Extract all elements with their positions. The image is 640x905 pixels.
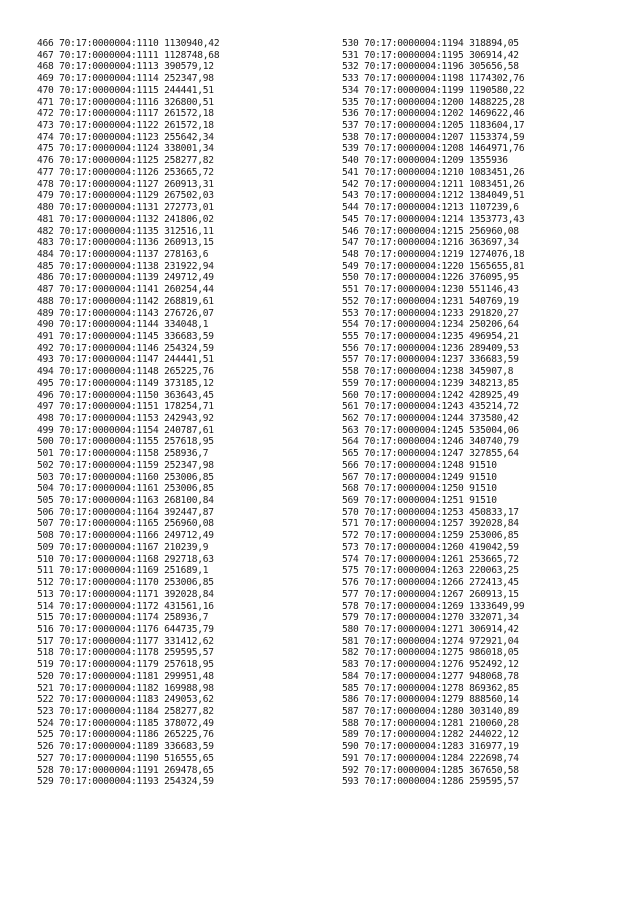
list-item: 493 70:17:0000004:1147 244441,51 <box>37 354 214 366</box>
list-item: 501 70:17:0000004:1158 258936,7 <box>37 448 209 460</box>
list-item: 545 70:17:0000004:1214 1353773,43 <box>342 213 525 225</box>
list-item: 466 70:17:0000004:1110 1130940,42 <box>37 38 220 49</box>
list-item: 534 70:17:0000004:1199 1190580,22 <box>342 84 525 96</box>
list-item: 537 70:17:0000004:1205 1183604,17 <box>342 120 525 132</box>
list-item: 505 70:17:0000004:1163 268100,84 <box>37 495 214 507</box>
list-item: 567 70:17:0000004:1249 91510 <box>342 471 497 483</box>
list-item: 541 70:17:0000004:1210 1083451,26 <box>342 166 525 178</box>
list-item: 490 70:17:0000004:1144 334048,1 <box>37 319 209 331</box>
list-item: 556 70:17:0000004:1236 289409,53 <box>342 342 519 354</box>
list-item: 579 70:17:0000004:1270 332071,34 <box>342 612 519 624</box>
list-item: 547 70:17:0000004:1216 363697,34 <box>342 237 519 249</box>
right-column <box>342 38 524 788</box>
list-item: 551 70:17:0000004:1230 551146,43 <box>342 284 519 296</box>
list-item: 580 70:17:0000004:1271 306914,42 <box>342 623 519 635</box>
list-item: 474 70:17:0000004:1123 255642,34 <box>37 131 214 143</box>
list-item: 489 70:17:0000004:1143 276726,07 <box>37 307 214 319</box>
list-item: 520 70:17:0000004:1181 299951,48 <box>37 670 214 682</box>
list-item: 477 70:17:0000004:1126 253665,72 <box>37 166 214 178</box>
list-item: 536 70:17:0000004:1202 1469622,46 <box>342 108 525 120</box>
list-item: 533 70:17:0000004:1198 1174302,76 <box>342 73 525 85</box>
list-item: 495 70:17:0000004:1149 373185,12 <box>37 377 214 389</box>
list-item: 487 70:17:0000004:1141 260254,44 <box>37 284 214 296</box>
list-item: 484 70:17:0000004:1137 278163,6 <box>37 248 209 260</box>
list-item: 539 70:17:0000004:1208 1464971,76 <box>342 143 525 155</box>
list-item: 574 70:17:0000004:1261 253665,72 <box>342 553 519 565</box>
list-item: 589 70:17:0000004:1282 244022,12 <box>342 729 519 741</box>
list-item: 519 70:17:0000004:1179 257618,95 <box>37 659 214 671</box>
list-item: 510 70:17:0000004:1168 292718,63 <box>37 553 214 565</box>
list-item: 582 70:17:0000004:1275 986018,05 <box>342 647 519 659</box>
list-item: 492 70:17:0000004:1146 254324,59 <box>37 342 214 354</box>
list-item: 555 70:17:0000004:1235 496954,21 <box>342 330 519 342</box>
list-item: 569 70:17:0000004:1251 91510 <box>342 495 497 507</box>
list-item: 496 70:17:0000004:1150 363643,45 <box>37 389 214 401</box>
list-item: 479 70:17:0000004:1129 267502,03 <box>37 190 214 202</box>
list-item: 526 70:17:0000004:1189 336683,59 <box>37 741 214 753</box>
list-item: 498 70:17:0000004:1153 242943,92 <box>37 413 214 424</box>
list-item: 512 70:17:0000004:1170 253006,85 <box>37 577 214 589</box>
list-item: 469 70:17:0000004:1114 252347,98 <box>37 73 214 85</box>
list-item: 546 70:17:0000004:1215 256960,08 <box>342 225 519 237</box>
list-item: 482 70:17:0000004:1135 312516,11 <box>37 225 214 237</box>
list-item: 587 70:17:0000004:1280 303140,89 <box>342 705 519 717</box>
list-item: 473 70:17:0000004:1122 261572,18 <box>37 120 214 132</box>
list-item: 562 70:17:0000004:1244 373580,42 <box>342 413 519 424</box>
list-item: 525 70:17:0000004:1186 265225,76 <box>37 729 214 741</box>
list-item: 566 70:17:0000004:1248 91510 <box>342 459 497 471</box>
list-item: 467 70:17:0000004:1111 1128748,68 <box>37 49 220 61</box>
list-item: 544 70:17:0000004:1213 1107239,6 <box>342 202 519 214</box>
list-item: 517 70:17:0000004:1177 331412,62 <box>37 635 214 647</box>
list-item: 504 70:17:0000004:1161 253006,85 <box>37 483 214 495</box>
list-item: 586 70:17:0000004:1279 888560,14 <box>342 694 519 706</box>
list-item: 491 70:17:0000004:1145 336683,59 <box>37 330 214 342</box>
list-item: 578 70:17:0000004:1269 1333649,99 <box>342 600 525 612</box>
list-item: 591 70:17:0000004:1284 222698,74 <box>342 752 519 764</box>
list-item: 538 70:17:0000004:1207 1153374,59 <box>342 131 525 143</box>
list-item: 553 70:17:0000004:1233 291820,27 <box>342 307 519 319</box>
list-item: 532 70:17:0000004:1196 305656,58 <box>342 61 519 73</box>
list-item: 503 70:17:0000004:1160 253006,85 <box>37 471 214 483</box>
list-item: 550 70:17:0000004:1226 376095,95 <box>342 272 519 284</box>
list-item: 528 70:17:0000004:1191 269478,65 <box>37 764 214 776</box>
list-item: 523 70:17:0000004:1184 258277,82 <box>37 705 214 717</box>
list-item: 570 70:17:0000004:1253 450833,17 <box>342 506 519 518</box>
list-item: 535 70:17:0000004:1200 1488225,28 <box>342 96 525 108</box>
list-item: 521 70:17:0000004:1182 169988,98 <box>37 682 214 694</box>
list-item: 502 70:17:0000004:1159 252347,98 <box>37 459 214 471</box>
list-item: 468 70:17:0000004:1113 390579,12 <box>37 61 214 73</box>
list-item: 563 70:17:0000004:1245 535004,06 <box>342 424 519 436</box>
list-item: 483 70:17:0000004:1136 260913,15 <box>37 237 214 249</box>
list-item: 560 70:17:0000004:1242 428925,49 <box>342 389 519 401</box>
list-item: 506 70:17:0000004:1164 392447,87 <box>37 506 214 518</box>
list-item: 481 70:17:0000004:1132 241806,02 <box>37 213 214 225</box>
list-item: 472 70:17:0000004:1117 261572,18 <box>37 108 214 120</box>
list-item: 565 70:17:0000004:1247 327855,64 <box>342 448 519 460</box>
list-item: 554 70:17:0000004:1234 250206,64 <box>342 319 519 331</box>
list-item: 588 70:17:0000004:1281 210060,28 <box>342 717 519 729</box>
list-item: 571 70:17:0000004:1257 392028,84 <box>342 518 519 530</box>
list-item: 524 70:17:0000004:1185 378072,49 <box>37 717 214 729</box>
list-item: 529 70:17:0000004:1193 254324,59 <box>37 776 214 788</box>
list-item: 585 70:17:0000004:1278 869362,85 <box>342 682 519 694</box>
list-item: 497 70:17:0000004:1151 178254,71 <box>37 401 214 413</box>
list-item: 561 70:17:0000004:1243 435214,72 <box>342 401 519 413</box>
list-item: 557 70:17:0000004:1237 336683,59 <box>342 354 519 366</box>
list-item: 480 70:17:0000004:1131 272773,01 <box>37 202 214 214</box>
list-item: 494 70:17:0000004:1148 265225,76 <box>37 366 214 378</box>
list-item: 543 70:17:0000004:1212 1384049,51 <box>342 190 525 202</box>
list-item: 542 70:17:0000004:1211 1083451,26 <box>342 178 525 190</box>
list-item: 527 70:17:0000004:1190 516555,65 <box>37 752 214 764</box>
list-item: 500 70:17:0000004:1155 257618,95 <box>37 436 214 448</box>
list-item: 564 70:17:0000004:1246 340740,79 <box>342 436 519 448</box>
list-item: 583 70:17:0000004:1276 952492,12 <box>342 659 519 671</box>
list-item: 540 70:17:0000004:1209 1355936 <box>342 155 508 167</box>
list-item: 593 70:17:0000004:1286 259595,57 <box>342 776 519 788</box>
list-item: 471 70:17:0000004:1116 326800,51 <box>37 96 214 108</box>
list-item: 475 70:17:0000004:1124 338001,34 <box>37 143 214 155</box>
list-item: 559 70:17:0000004:1239 348213,85 <box>342 377 519 389</box>
list-item: 486 70:17:0000004:1139 249712,49 <box>37 272 214 284</box>
list-item: 572 70:17:0000004:1259 253006,85 <box>342 530 519 542</box>
list-item: 575 70:17:0000004:1263 220063,25 <box>342 565 519 577</box>
list-item: 514 70:17:0000004:1172 431561,16 <box>37 600 214 612</box>
list-item: 508 70:17:0000004:1166 249712,49 <box>37 530 214 542</box>
list-item: 485 70:17:0000004:1138 231922,94 <box>37 260 214 272</box>
list-item: 549 70:17:0000004:1220 1565655,81 <box>342 260 525 272</box>
list-item: 476 70:17:0000004:1125 258277,82 <box>37 155 214 167</box>
list-item: 499 70:17:0000004:1154 240787,61 <box>37 424 214 436</box>
list-item: 507 70:17:0000004:1165 256960,08 <box>37 518 214 530</box>
left-column <box>37 38 219 788</box>
list-item: 577 70:17:0000004:1267 260913,15 <box>342 588 519 600</box>
list-item: 530 70:17:0000004:1194 318894,05 <box>342 38 519 49</box>
list-item: 522 70:17:0000004:1183 249053,62 <box>37 694 214 706</box>
list-item: 531 70:17:0000004:1195 306914,42 <box>342 49 519 61</box>
list-item: 509 70:17:0000004:1167 210239,9 <box>37 541 209 553</box>
list-item: 573 70:17:0000004:1260 419042,59 <box>342 541 519 553</box>
list-item: 470 70:17:0000004:1115 244441,51 <box>37 84 214 96</box>
list-item: 548 70:17:0000004:1219 1274076,18 <box>342 248 525 260</box>
list-item: 558 70:17:0000004:1238 345907,8 <box>342 366 514 378</box>
list-item: 584 70:17:0000004:1277 948068,78 <box>342 670 519 682</box>
list-item: 581 70:17:0000004:1274 972921,04 <box>342 635 519 647</box>
list-item: 568 70:17:0000004:1250 91510 <box>342 483 497 495</box>
list-item: 478 70:17:0000004:1127 260913,31 <box>37 178 214 190</box>
list-item: 511 70:17:0000004:1169 251689,1 <box>37 565 209 577</box>
list-item: 576 70:17:0000004:1266 272413,45 <box>342 577 519 589</box>
list-item: 552 70:17:0000004:1231 540769,19 <box>342 295 519 307</box>
list-item: 516 70:17:0000004:1176 644735,79 <box>37 623 214 635</box>
list-item: 513 70:17:0000004:1171 392028,84 <box>37 588 214 600</box>
list-item: 518 70:17:0000004:1178 259595,57 <box>37 647 214 659</box>
list-item: 592 70:17:0000004:1285 367650,58 <box>342 764 519 776</box>
list-item: 515 70:17:0000004:1174 258936,7 <box>37 612 209 624</box>
list-item: 590 70:17:0000004:1283 316977,19 <box>342 741 519 753</box>
list-item: 488 70:17:0000004:1142 268819,61 <box>37 295 214 307</box>
